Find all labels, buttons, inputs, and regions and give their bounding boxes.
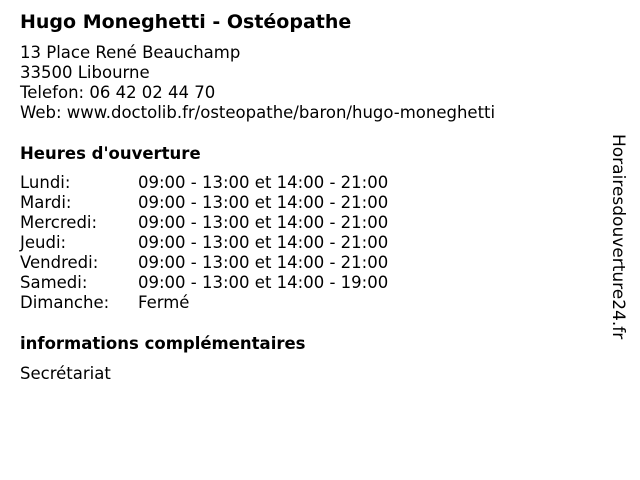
hours-value: 09:00 - 13:00 et 14:00 - 21:00 xyxy=(138,233,389,252)
street-address: 13 Place René Beauchamp xyxy=(20,43,241,62)
hours-value: Fermé xyxy=(138,293,190,312)
business-title: Hugo Moneghetti - Ostéopathe xyxy=(20,11,352,33)
city-line: 33500 Libourne xyxy=(20,63,150,82)
day-label: Samedi: xyxy=(20,273,88,292)
hours-row-monday xyxy=(20,173,388,193)
hours-row-saturday xyxy=(20,273,388,293)
hours-row-tuesday xyxy=(20,193,388,213)
website-line: Web: www.doctolib.fr/osteopathe/baron/hugo-moneghetti xyxy=(20,103,496,122)
site-watermark: Horairesdouverture24.fr xyxy=(608,134,628,340)
day-label: Mercredi: xyxy=(20,213,98,232)
hours-value: 09:00 - 13:00 et 14:00 - 21:00 xyxy=(138,193,389,212)
phone-line: Telefon: 06 42 02 44 70 xyxy=(20,83,216,102)
hours-row-thursday xyxy=(20,233,388,253)
opening-hours-table xyxy=(20,173,388,313)
hours-value: 09:00 - 13:00 et 14:00 - 21:00 xyxy=(138,213,389,232)
hours-value: 09:00 - 13:00 et 14:00 - 21:00 xyxy=(138,253,389,272)
day-label: Mardi: xyxy=(20,193,72,212)
day-label: Jeudi: xyxy=(20,233,67,252)
day-label: Vendredi: xyxy=(20,253,99,272)
hours-value: 09:00 - 13:00 et 14:00 - 19:00 xyxy=(138,273,389,292)
hours-value: 09:00 - 13:00 et 14:00 - 21:00 xyxy=(138,173,389,192)
additional-info-text: Secrétariat xyxy=(20,364,111,383)
hours-row-wednesday xyxy=(20,213,388,233)
day-label: Dimanche: xyxy=(20,293,110,312)
day-label: Lundi: xyxy=(20,173,71,192)
address-block xyxy=(20,43,495,123)
hours-row-sunday xyxy=(20,293,388,313)
opening-hours-heading: Heures d'ouverture xyxy=(20,144,201,163)
hours-row-friday xyxy=(20,253,388,273)
additional-info-heading: informations complémentaires xyxy=(20,334,306,353)
